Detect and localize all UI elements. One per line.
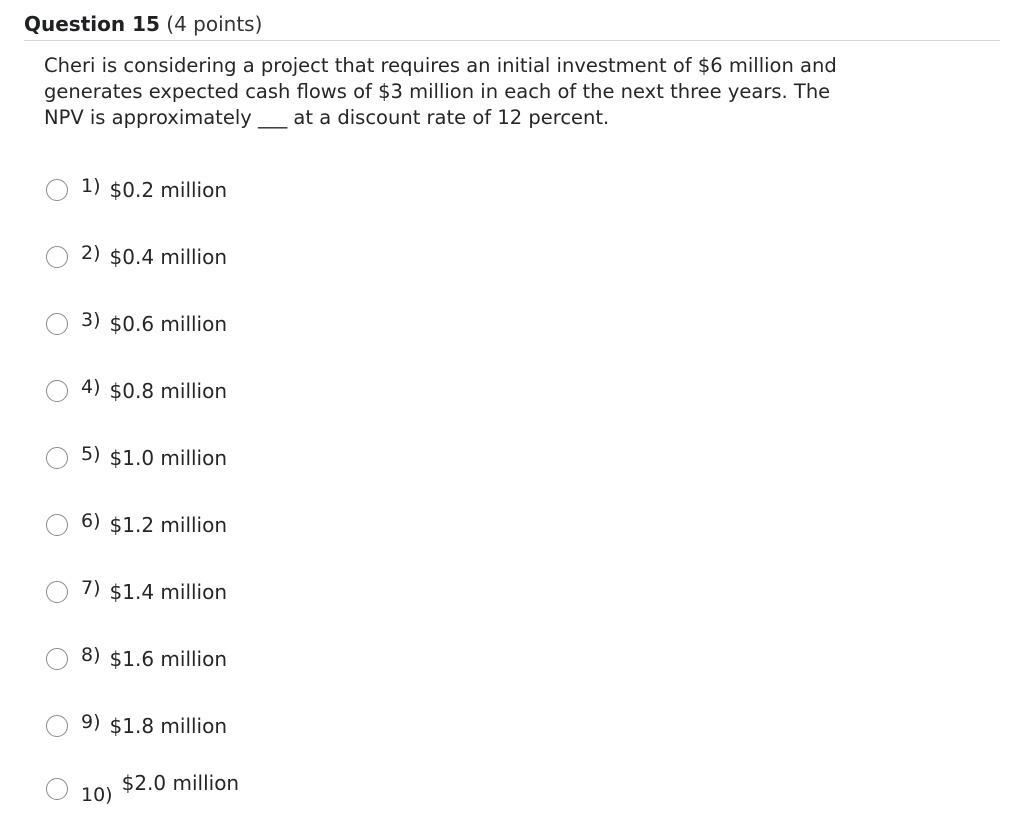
choice-number: 1) (81, 175, 101, 197)
question-title: Question 15 (24, 12, 160, 36)
choice-number: 6) (81, 510, 101, 532)
choice-number: 10) (81, 784, 113, 806)
choice-answer: $1.8 million (109, 714, 228, 738)
radio-button[interactable] (46, 648, 68, 670)
choice-answer: $1.0 million (109, 446, 228, 470)
radio-button[interactable] (46, 778, 68, 800)
radio-button[interactable] (46, 313, 68, 335)
choice-6[interactable] (46, 510, 227, 540)
choice-8[interactable] (46, 644, 227, 674)
choice-5[interactable] (46, 443, 227, 473)
choice-2[interactable] (46, 242, 227, 272)
question-text (44, 53, 874, 131)
choice-number: 4) (81, 376, 101, 398)
choice-answer: $2.0 million (121, 771, 240, 795)
choice-number: 5) (81, 443, 101, 465)
choice-3[interactable] (46, 309, 227, 339)
radio-button[interactable] (46, 179, 68, 201)
question-header (24, 10, 262, 38)
choice-4[interactable] (46, 376, 227, 406)
choice-number: 3) (81, 309, 101, 331)
choice-7[interactable] (46, 577, 227, 607)
choice-9[interactable] (46, 711, 227, 741)
choice-answer: $0.4 million (109, 245, 228, 269)
radio-button[interactable] (46, 447, 68, 469)
radio-button[interactable] (46, 380, 68, 402)
radio-button[interactable] (46, 581, 68, 603)
radio-button[interactable] (46, 246, 68, 268)
radio-button[interactable] (46, 514, 68, 536)
question-body: Cheri is considering a project that requires an initial investment of $6 million and generates expected cash flows of $3 million in each of the next three years. The NPV is approximately ___ at a discount rate of 12 percent. (44, 54, 837, 129)
choice-number: 2) (81, 242, 101, 264)
header-divider (24, 40, 1000, 41)
choice-answer: $0.8 million (109, 379, 228, 403)
choice-1[interactable] (46, 175, 227, 205)
choice-answer: $0.2 million (109, 178, 228, 202)
radio-button[interactable] (46, 715, 68, 737)
choice-answer: $0.6 million (109, 312, 228, 336)
choice-answer: $1.6 million (109, 647, 228, 671)
choice-number: 7) (81, 577, 101, 599)
choice-number: 8) (81, 644, 101, 666)
choice-10[interactable] (46, 771, 240, 806)
choice-answer: $1.4 million (109, 580, 228, 604)
choice-number: 9) (81, 711, 101, 733)
choice-answer: $1.2 million (109, 513, 228, 537)
question-points: (4 points) (166, 12, 263, 36)
